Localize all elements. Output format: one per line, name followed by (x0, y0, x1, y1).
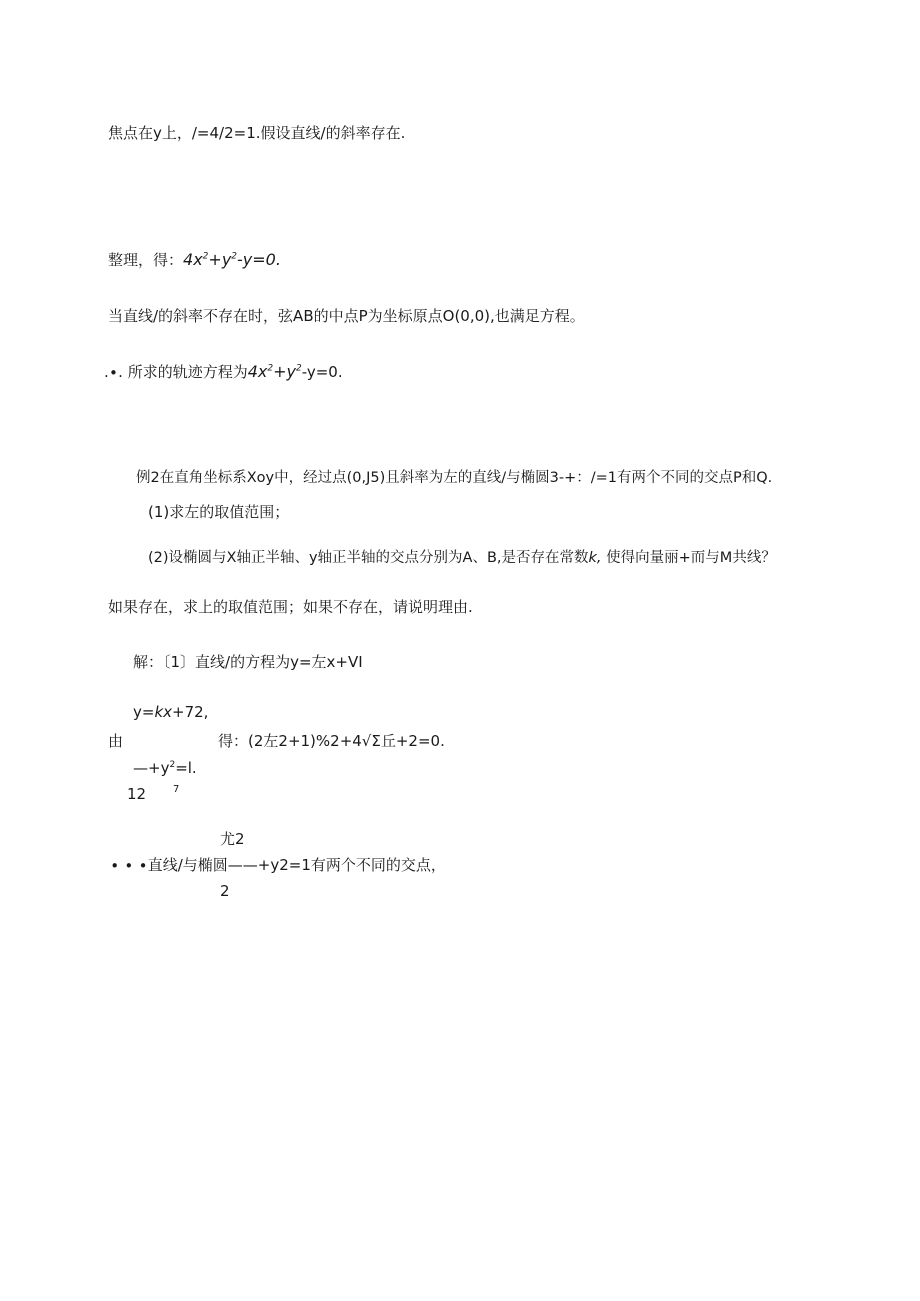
system-subscript-7: 7 (173, 784, 180, 795)
question-1: (1)求左的取值范围； (148, 503, 290, 521)
eq-part: 4x (183, 250, 203, 269)
fraction-line-statement: ∙ ∙ ∙直线/与椭圆——+y2=1有两个不同的交点， (110, 856, 446, 874)
question-2 (148, 551, 776, 566)
superscript: 2 (231, 251, 238, 262)
simplify-label: 整理，得： (108, 251, 184, 269)
system-ellipse-equation (133, 761, 197, 776)
fraction-numerator: 尤2 (220, 830, 245, 848)
system-result: 得：(2左2+1)%2+4√Σ丘+2=0. (218, 732, 445, 750)
eq-part: +y (273, 362, 296, 381)
eq-part-kx: kx (154, 703, 173, 721)
eq-part: +72, (172, 703, 209, 721)
eq-part: =l. (175, 759, 197, 777)
superscript: 2 (202, 251, 209, 262)
text-line-conclusion (104, 364, 343, 380)
equation-locus (248, 362, 302, 381)
eq-part: -y=0. (301, 363, 343, 381)
question-2-part: (2)设椭圆与X轴正半轴、y轴正半轴的交点分别为A、B,是否存在常数 (148, 550, 589, 566)
superscript: 2 (267, 363, 274, 374)
conclusion-label: .∙. 所求的轨迹方程为 (104, 363, 248, 381)
text-line-slope-undefined: 当直线/的斜率不存在时，弦AB的中点P为坐标原点O(0,0),也满足方程。 (108, 307, 585, 325)
eq-part: -y=0. (237, 250, 281, 269)
equation-4x2 (183, 250, 281, 269)
fraction-denominator: 2 (220, 882, 230, 900)
eq-part: 4x (247, 362, 268, 381)
superscript: 2 (169, 760, 176, 770)
example-2-statement: 例2在直角坐标系Xoy中，经过点(0,J5)且斜率为左的直线/与椭圆3-+：/=1有两个不同的交点P和Q. (136, 470, 773, 486)
superscript: 2 (295, 363, 302, 374)
constant-k: k, (588, 550, 602, 566)
question-2-continued: 如果存在，求上的取值范围；如果不存在，请说明理由. (108, 598, 473, 616)
solution-line-1: 解：〔1〕直线/的方程为y=左x+VI (133, 653, 363, 671)
question-2-part: 使得向量丽+而与M共线？ (601, 550, 776, 566)
text-line-simplify (108, 252, 281, 268)
system-equation-line (133, 705, 208, 720)
eq-part: —+y (133, 759, 170, 777)
text-line-focus: 焦点在y上，/=4/2=1.假设直线/的斜率存在. (108, 124, 406, 142)
system-you-label: 由 (108, 732, 124, 750)
system-denominator-12: 12 (127, 785, 147, 803)
eq-part: +y (208, 250, 232, 269)
eq-part: y= (133, 703, 155, 721)
